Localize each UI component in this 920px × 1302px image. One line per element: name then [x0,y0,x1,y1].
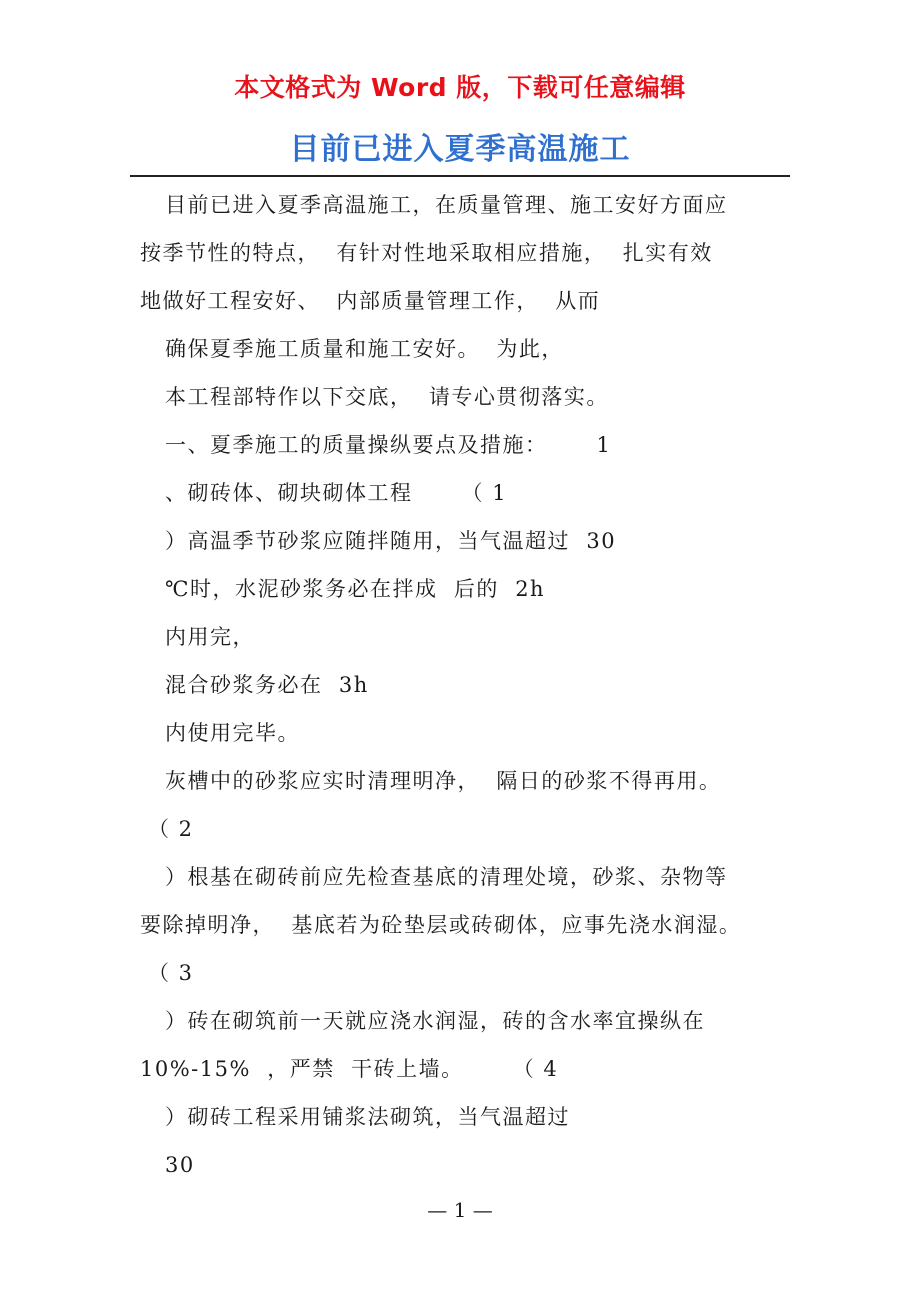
body-line: ）根基在砌砖前应先检查基底的清理处境，砂浆、杂物等 [165,865,728,889]
body-line: 按季节性的特点， 有针对性地采取相应措施， 扎实有效 [140,241,713,265]
body-line: ℃时，水泥砂浆务必在拌成 后的 2h [165,577,546,601]
format-notice-banner: 本文格式为 Word 版，下载可任意编辑 [234,73,686,102]
body-line: （ 3 [148,961,194,985]
body-line: 本工程部特作以下交底， 请专心贯彻落实。 [165,385,609,409]
body-line: 内使用完毕。 [165,721,300,745]
body-line: 地做好工程安好、 内部质量管理工作， 从而 [140,289,601,313]
body-line: 30 [165,1153,195,1177]
body-line: 目前已进入夏季高温施工，在质量管理、施工安好方面应 [165,193,728,217]
body-line: （ 2 [148,817,194,841]
body-line: 内用完， [165,625,255,649]
body-line: 要除掉明净， 基底若为砼垫层或砖砌体，应事先浇水润湿。 [140,913,742,937]
body-line: 10%-15% ，严禁 干砖上墙。 （ 4 [140,1057,559,1081]
body-line: ）砖在砌筑前一天就应浇水润湿，砖的含水率宜操纵在 [165,1009,705,1033]
document-title: 目前已进入夏季高温施工 [289,132,631,167]
body-line: ）高温季节砂浆应随拌随用，当气温超过 30 [165,529,617,553]
page-number: — 1 — [427,1198,493,1222]
body-line: 一、夏季施工的质量操纵要点及措施： 1 [165,433,612,457]
body-line: ）砌砖工程采用铺浆法砌筑，当气温超过 [165,1105,570,1129]
body-line: 灰槽中的砂浆应实时清理明净， 隔日的砂浆不得再用。 [165,769,722,793]
body-line: 确保夏季施工质量和施工安好。 为此， [165,337,564,361]
body-line: 混合砂浆务必在 3h [165,673,369,697]
body-line: 、砌砖体、砌块砌体工程 （ 1 [165,481,508,505]
